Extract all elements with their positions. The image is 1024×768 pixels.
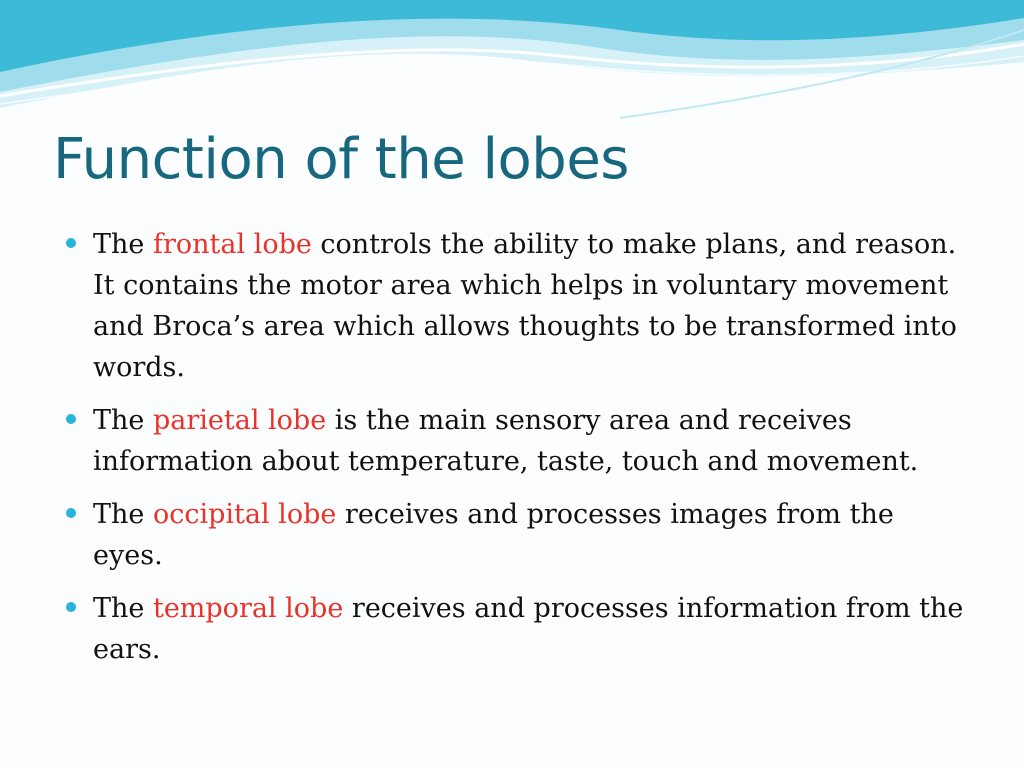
bullet-dot-icon <box>66 508 76 518</box>
wave-header-decoration <box>0 0 1024 120</box>
bullet-prefix: The <box>93 229 153 260</box>
bullet-prefix: The <box>93 593 153 624</box>
bullet-dot-icon <box>66 602 76 612</box>
lobe-name-highlight: temporal lobe <box>152 593 344 624</box>
bullet-text: controls the ability to make plans, and reason. It contains the motor area which helps in voluntary movement and Broca’s area which allows thoughts to be transformed into words. <box>93 229 957 383</box>
bullet-text: receives and processes information from the ears. <box>93 593 964 665</box>
bullet-item-temporal <box>64 588 964 670</box>
lobe-name-highlight: parietal lobe <box>152 405 327 436</box>
bullet-prefix: The <box>93 499 153 530</box>
bullet-text: receives and processes images from the eyes. <box>93 499 894 571</box>
bullet-text: is the main sensory area and receives information about temperature, taste, touch and movement. <box>93 405 919 477</box>
bullet-dot-icon <box>66 238 76 248</box>
bullet-item-parietal <box>64 400 964 482</box>
lobe-name-highlight: occipital lobe <box>152 499 337 530</box>
bullet-list <box>64 224 964 682</box>
bullet-dot-icon <box>66 414 76 424</box>
bullet-item-occipital <box>64 494 964 576</box>
bullet-item-frontal <box>64 224 964 388</box>
bullet-prefix: The <box>93 405 153 436</box>
slide-title: Function of the lobes <box>53 127 629 192</box>
lobe-name-highlight: frontal lobe <box>152 229 312 260</box>
